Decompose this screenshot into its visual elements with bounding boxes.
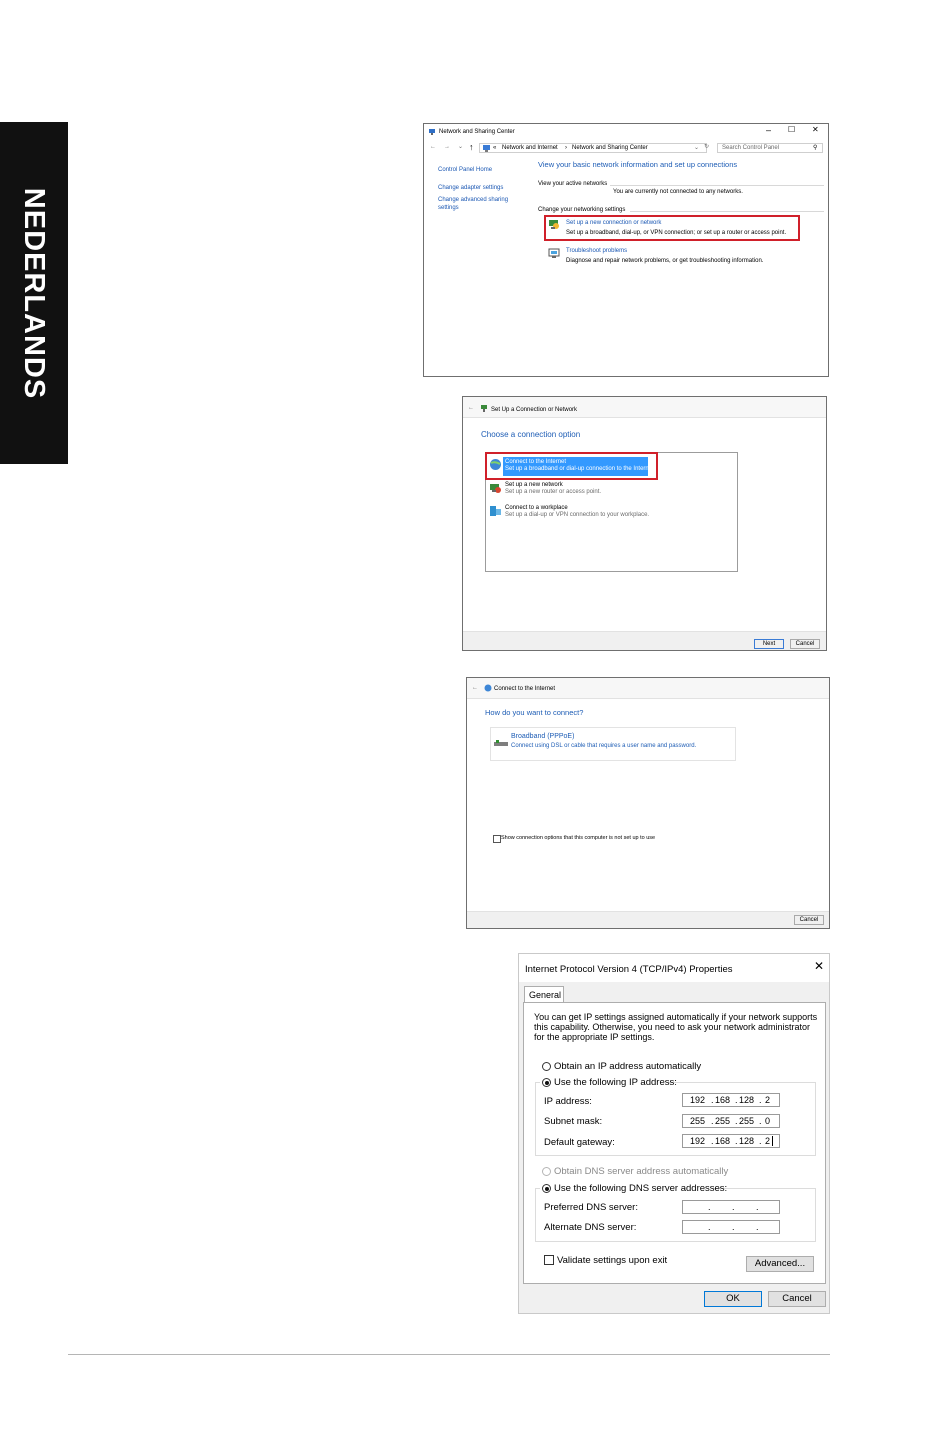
page-heading: How do you want to connect?	[485, 708, 584, 717]
not-connected-text: You are currently not connected to any networks.	[613, 189, 743, 195]
control-panel-icon	[483, 145, 490, 152]
option-title: Connect to the Internet	[505, 459, 567, 465]
subnet-mask-field[interactable]	[682, 1114, 780, 1128]
up-arrow-icon[interactable]: ↑	[469, 142, 474, 152]
octet: 2	[765, 1095, 771, 1105]
obtain-dns-auto-radio[interactable]	[542, 1167, 551, 1176]
text-cursor	[772, 1136, 773, 1146]
breadcrumb-separator: ›	[565, 145, 567, 151]
divider	[610, 185, 824, 186]
option-title[interactable]: Connect to a workplace	[505, 505, 568, 511]
dot: .	[711, 1136, 714, 1146]
language-tab-label-wrap	[0, 122, 68, 464]
octet: 0	[765, 1116, 771, 1126]
window-title: Network and Sharing Center	[439, 129, 515, 135]
broadband-icon	[494, 739, 508, 748]
minimize-button[interactable]: –	[766, 125, 772, 135]
preferred-dns-field[interactable]	[682, 1200, 780, 1214]
dot: .	[756, 1202, 759, 1212]
dot: .	[759, 1116, 762, 1126]
dot: .	[711, 1116, 714, 1126]
search-placeholder: Search Control Panel	[722, 145, 780, 151]
dot: .	[756, 1222, 759, 1232]
dot: .	[735, 1136, 738, 1146]
octet: 168	[715, 1095, 731, 1105]
preferred-dns-label: Preferred DNS server:	[544, 1202, 638, 1213]
footer-bar	[467, 911, 829, 929]
refresh-icon[interactable]: ↻	[704, 144, 710, 150]
search-icon[interactable]: ⚲	[813, 145, 818, 151]
option-desc: Set up a broadband or dial-up connection to the Internet.	[505, 466, 656, 472]
default-gateway-label: Default gateway:	[544, 1137, 615, 1148]
octet: 255	[739, 1116, 755, 1126]
intro-text: this capability. Otherwise, you need to ask your network administrator	[534, 1022, 810, 1032]
broadband-option[interactable]	[490, 727, 736, 761]
octet: 128	[739, 1136, 755, 1146]
dot: .	[708, 1202, 711, 1212]
network-icon	[428, 128, 436, 136]
dialog-title: Internet Protocol Version 4 (TCP/IPv4) Properties	[525, 964, 733, 975]
sidebar-change-advanced-sharing[interactable]: Change advanced sharing	[438, 197, 509, 203]
network-setup-icon	[480, 404, 489, 413]
setup-new-connection-desc: Set up a broadband, dial-up, or VPN connection; or set up a router or access point.	[566, 230, 787, 236]
sidebar-change-advanced-sharing-2[interactable]: settings	[438, 205, 459, 211]
window-title: Connect to the Internet	[494, 686, 556, 692]
option-title: Broadband (PPPoE)	[511, 733, 575, 740]
sidebar-change-adapter-settings[interactable]: Change adapter settings	[438, 185, 504, 191]
validate-settings-label: Validate settings upon exit	[557, 1255, 668, 1266]
dot: .	[708, 1222, 711, 1232]
dot: .	[735, 1116, 738, 1126]
page-heading: Choose a connection option	[481, 430, 581, 439]
option-desc: Set up a dial-up or VPN connection to your workplace.	[505, 512, 650, 518]
tab-general-label: General	[529, 990, 562, 1000]
cancel-button[interactable]: Cancel	[768, 1291, 826, 1307]
cancel-button[interactable]: Cancel	[790, 639, 820, 649]
subnet-mask-label: Subnet mask:	[544, 1116, 603, 1127]
tab-general[interactable]	[524, 986, 564, 1003]
history-chevron-icon[interactable]: ⌄	[458, 144, 464, 150]
ip-address-field[interactable]	[682, 1093, 780, 1107]
option-desc: Connect using DSL or cable that requires a user name and password.	[511, 743, 697, 749]
use-ip-radio[interactable]	[542, 1078, 551, 1087]
language-tab-label: NEDERLANDS	[18, 187, 51, 399]
window-title: Set Up a Connection or Network	[491, 407, 578, 413]
back-arrow-icon[interactable]: ←	[430, 144, 436, 150]
obtain-ip-auto-label: Obtain an IP address automatically	[554, 1061, 702, 1072]
use-dns-radio[interactable]	[542, 1184, 551, 1193]
option-desc: Set up a new router or access point.	[505, 489, 602, 495]
setup-new-connection-link[interactable]: Set up a new connection or network	[566, 220, 662, 226]
setup-connection-window	[462, 396, 827, 651]
ip-address-label: IP address:	[544, 1096, 592, 1107]
breadcrumb-sharing-center[interactable]: Network and Sharing Center	[572, 145, 648, 151]
connect-internet-window	[466, 677, 830, 929]
octet: 2	[765, 1136, 771, 1146]
address-dropdown-icon[interactable]: ⌄	[694, 145, 700, 151]
octet: 128	[739, 1095, 755, 1105]
network-sharing-center-window	[423, 123, 829, 377]
cancel-button[interactable]: Cancel	[794, 915, 824, 925]
dot: .	[711, 1095, 714, 1105]
show-options-checkbox[interactable]	[493, 835, 501, 843]
octet: 255	[715, 1116, 731, 1126]
advanced-button[interactable]: Advanced...	[746, 1256, 814, 1272]
active-networks-label: View your active networks	[538, 181, 608, 187]
validate-settings-checkbox[interactable]	[544, 1255, 554, 1265]
back-arrow-icon[interactable]: ←	[468, 405, 474, 411]
address-bar[interactable]	[479, 143, 710, 153]
dot: .	[735, 1095, 738, 1105]
intro-text: You can get IP settings assigned automatically if your network supports	[534, 1012, 818, 1022]
page-heading: View your basic network information and set up connections	[538, 160, 738, 169]
intro-text: for the appropriate IP settings.	[534, 1032, 655, 1042]
octet: 192	[690, 1136, 706, 1146]
default-gateway-field[interactable]	[682, 1134, 780, 1148]
octet: 168	[715, 1136, 731, 1146]
ipv4-properties-dialog	[518, 953, 830, 1314]
sidebar-control-panel-home[interactable]: Control Panel Home	[438, 167, 493, 173]
new-network-icon	[489, 481, 502, 494]
obtain-ip-auto-radio[interactable]	[542, 1062, 551, 1071]
dot: .	[759, 1136, 762, 1146]
search-input[interactable]	[717, 143, 823, 153]
dot: .	[732, 1202, 735, 1212]
troubleshoot-desc: Diagnose and repair network problems, or get troubleshooting information.	[566, 258, 764, 264]
octet: 255	[690, 1116, 706, 1126]
option-title[interactable]: Set up a new network	[505, 482, 563, 488]
highlight-box	[485, 452, 658, 480]
alternate-dns-field[interactable]	[682, 1220, 780, 1234]
workplace-icon	[489, 504, 502, 517]
address-separator: «	[493, 145, 497, 151]
next-button[interactable]: Next	[754, 639, 784, 649]
back-arrow-icon[interactable]: ←	[472, 685, 478, 691]
dot: .	[732, 1222, 735, 1232]
troubleshoot-link[interactable]: Troubleshoot problems	[566, 248, 628, 254]
alternate-dns-label: Alternate DNS server:	[544, 1222, 637, 1233]
close-icon[interactable]: ✕	[814, 959, 825, 973]
use-dns-label: Use the following DNS server addresses:	[554, 1183, 728, 1194]
use-ip-label: Use the following IP address:	[554, 1077, 677, 1088]
dot: .	[759, 1095, 762, 1105]
highlight-box	[544, 215, 800, 241]
divider	[630, 211, 824, 212]
footer-divider	[68, 1354, 830, 1355]
ok-button[interactable]: OK	[704, 1291, 762, 1307]
forward-arrow-icon[interactable]: →	[444, 144, 450, 150]
show-options-label: Show connection options that this computer is not set up to use	[501, 835, 656, 841]
maximize-button[interactable]: ☐	[788, 125, 796, 134]
close-button[interactable]: ✕	[812, 125, 819, 134]
obtain-dns-auto-label: Obtain DNS server address automatically	[554, 1166, 729, 1177]
octet: 192	[690, 1095, 706, 1105]
change-settings-label: Change your networking settings	[538, 207, 626, 213]
breadcrumb-network-internet[interactable]: Network and Internet	[502, 145, 558, 151]
globe-icon	[484, 684, 492, 692]
troubleshoot-icon	[548, 248, 560, 259]
